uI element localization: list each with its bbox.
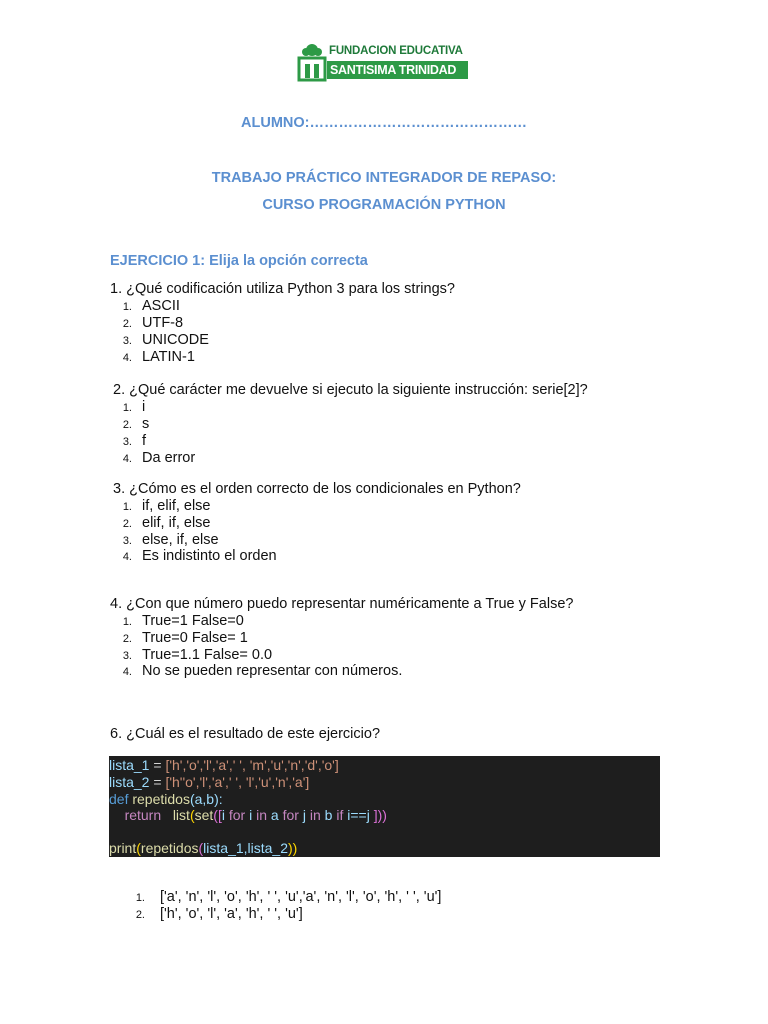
option-text: True=1.1 False= 0.0 bbox=[142, 647, 273, 663]
code-block bbox=[109, 756, 660, 857]
school-logo bbox=[296, 42, 470, 82]
option-number: 3. bbox=[122, 436, 132, 448]
student-name-line: ALUMNO:……………………………………… bbox=[241, 115, 527, 131]
option-text: elif, if, else bbox=[142, 515, 211, 531]
question-1: 1. ¿Qué codificación utiliza Python 3 para los strings? bbox=[110, 281, 455, 297]
question-3: 3. ¿Cómo es el orden correcto de los condicionales en Python? bbox=[113, 481, 521, 497]
option-number: 2. bbox=[122, 518, 132, 530]
option-number: 4. bbox=[122, 551, 132, 563]
option-text: ASCII bbox=[142, 298, 180, 314]
option-text: Da error bbox=[142, 450, 196, 466]
question-6: 6. ¿Cuál es el resultado de este ejercicio? bbox=[110, 726, 381, 742]
code-line-2: lista_2 = ['h''o','l','a',' ', 'l','u','n','a'] bbox=[109, 774, 310, 790]
option-number: 2. bbox=[122, 318, 132, 330]
option-number: 4. bbox=[122, 453, 132, 465]
option-text: else, if, else bbox=[142, 532, 219, 548]
option-text: ['h', 'o', 'l', 'a', 'h', ' ', 'u'] bbox=[160, 906, 303, 922]
option-text: LATIN-1 bbox=[142, 349, 195, 365]
option-number: 1. bbox=[135, 892, 145, 904]
option-text: True=0 False= 1 bbox=[142, 630, 248, 646]
option-text: f bbox=[142, 433, 147, 449]
code-line-1: lista_1 = ['h','o','l','a',' ', 'm','u','n','d','o'] bbox=[109, 757, 339, 773]
option-text: UNICODE bbox=[142, 332, 209, 348]
question-2: 2. ¿Qué carácter me devuelve si ejecuto la siguiente instrucción: serie[2]? bbox=[113, 382, 588, 398]
option-text: Es indistinto el orden bbox=[142, 548, 277, 564]
option-number: 1. bbox=[122, 301, 132, 313]
option-text: UTF-8 bbox=[142, 315, 184, 331]
course-title: CURSO PROGRAMACIÓN PYTHON bbox=[262, 197, 506, 213]
option-number: 3. bbox=[122, 650, 132, 662]
option-number: 2. bbox=[135, 909, 145, 921]
option-text: True=1 False=0 bbox=[142, 613, 244, 629]
option-text: ['a', 'n', 'l', 'o', 'h', ' ', 'u','a', 'n', 'l', 'o', 'h', ' ', 'u'] bbox=[160, 889, 442, 905]
option-text: if, elif, else bbox=[142, 498, 211, 514]
option-number: 1. bbox=[122, 616, 132, 628]
option-number: 4. bbox=[122, 352, 132, 364]
school-emblem-icon bbox=[296, 42, 328, 82]
exercise-heading: EJERCICIO 1: Elija la opción correcta bbox=[110, 253, 368, 269]
option-number: 4. bbox=[122, 666, 132, 678]
code-line-6: print(repetidos(lista_1,lista_2)) bbox=[109, 840, 298, 856]
option-text: i bbox=[142, 399, 146, 415]
option-number: 2. bbox=[122, 419, 132, 431]
option-number: 3. bbox=[122, 335, 132, 347]
code-line-3: def repetidos(a,b): bbox=[109, 791, 223, 807]
logo-subtitle: SANTISIMA TRINIDAD bbox=[327, 61, 468, 79]
option-number: 1. bbox=[122, 501, 132, 513]
option-number: 1. bbox=[122, 402, 132, 414]
option-text: s bbox=[142, 416, 150, 432]
document-title: TRABAJO PRÁCTICO INTEGRADOR DE REPASO: bbox=[211, 170, 557, 186]
code-line-4: return list(set([i for i in a for j in b if i==j ])) bbox=[124, 807, 387, 823]
logo-title: FUNDACION EDUCATIVA bbox=[329, 45, 463, 57]
option-number: 3. bbox=[122, 535, 132, 547]
question-4: 4. ¿Con que número puedo representar numéricamente a True y False? bbox=[110, 596, 574, 612]
option-text: No se pueden representar con números. bbox=[142, 663, 403, 679]
option-number: 2. bbox=[122, 633, 132, 645]
